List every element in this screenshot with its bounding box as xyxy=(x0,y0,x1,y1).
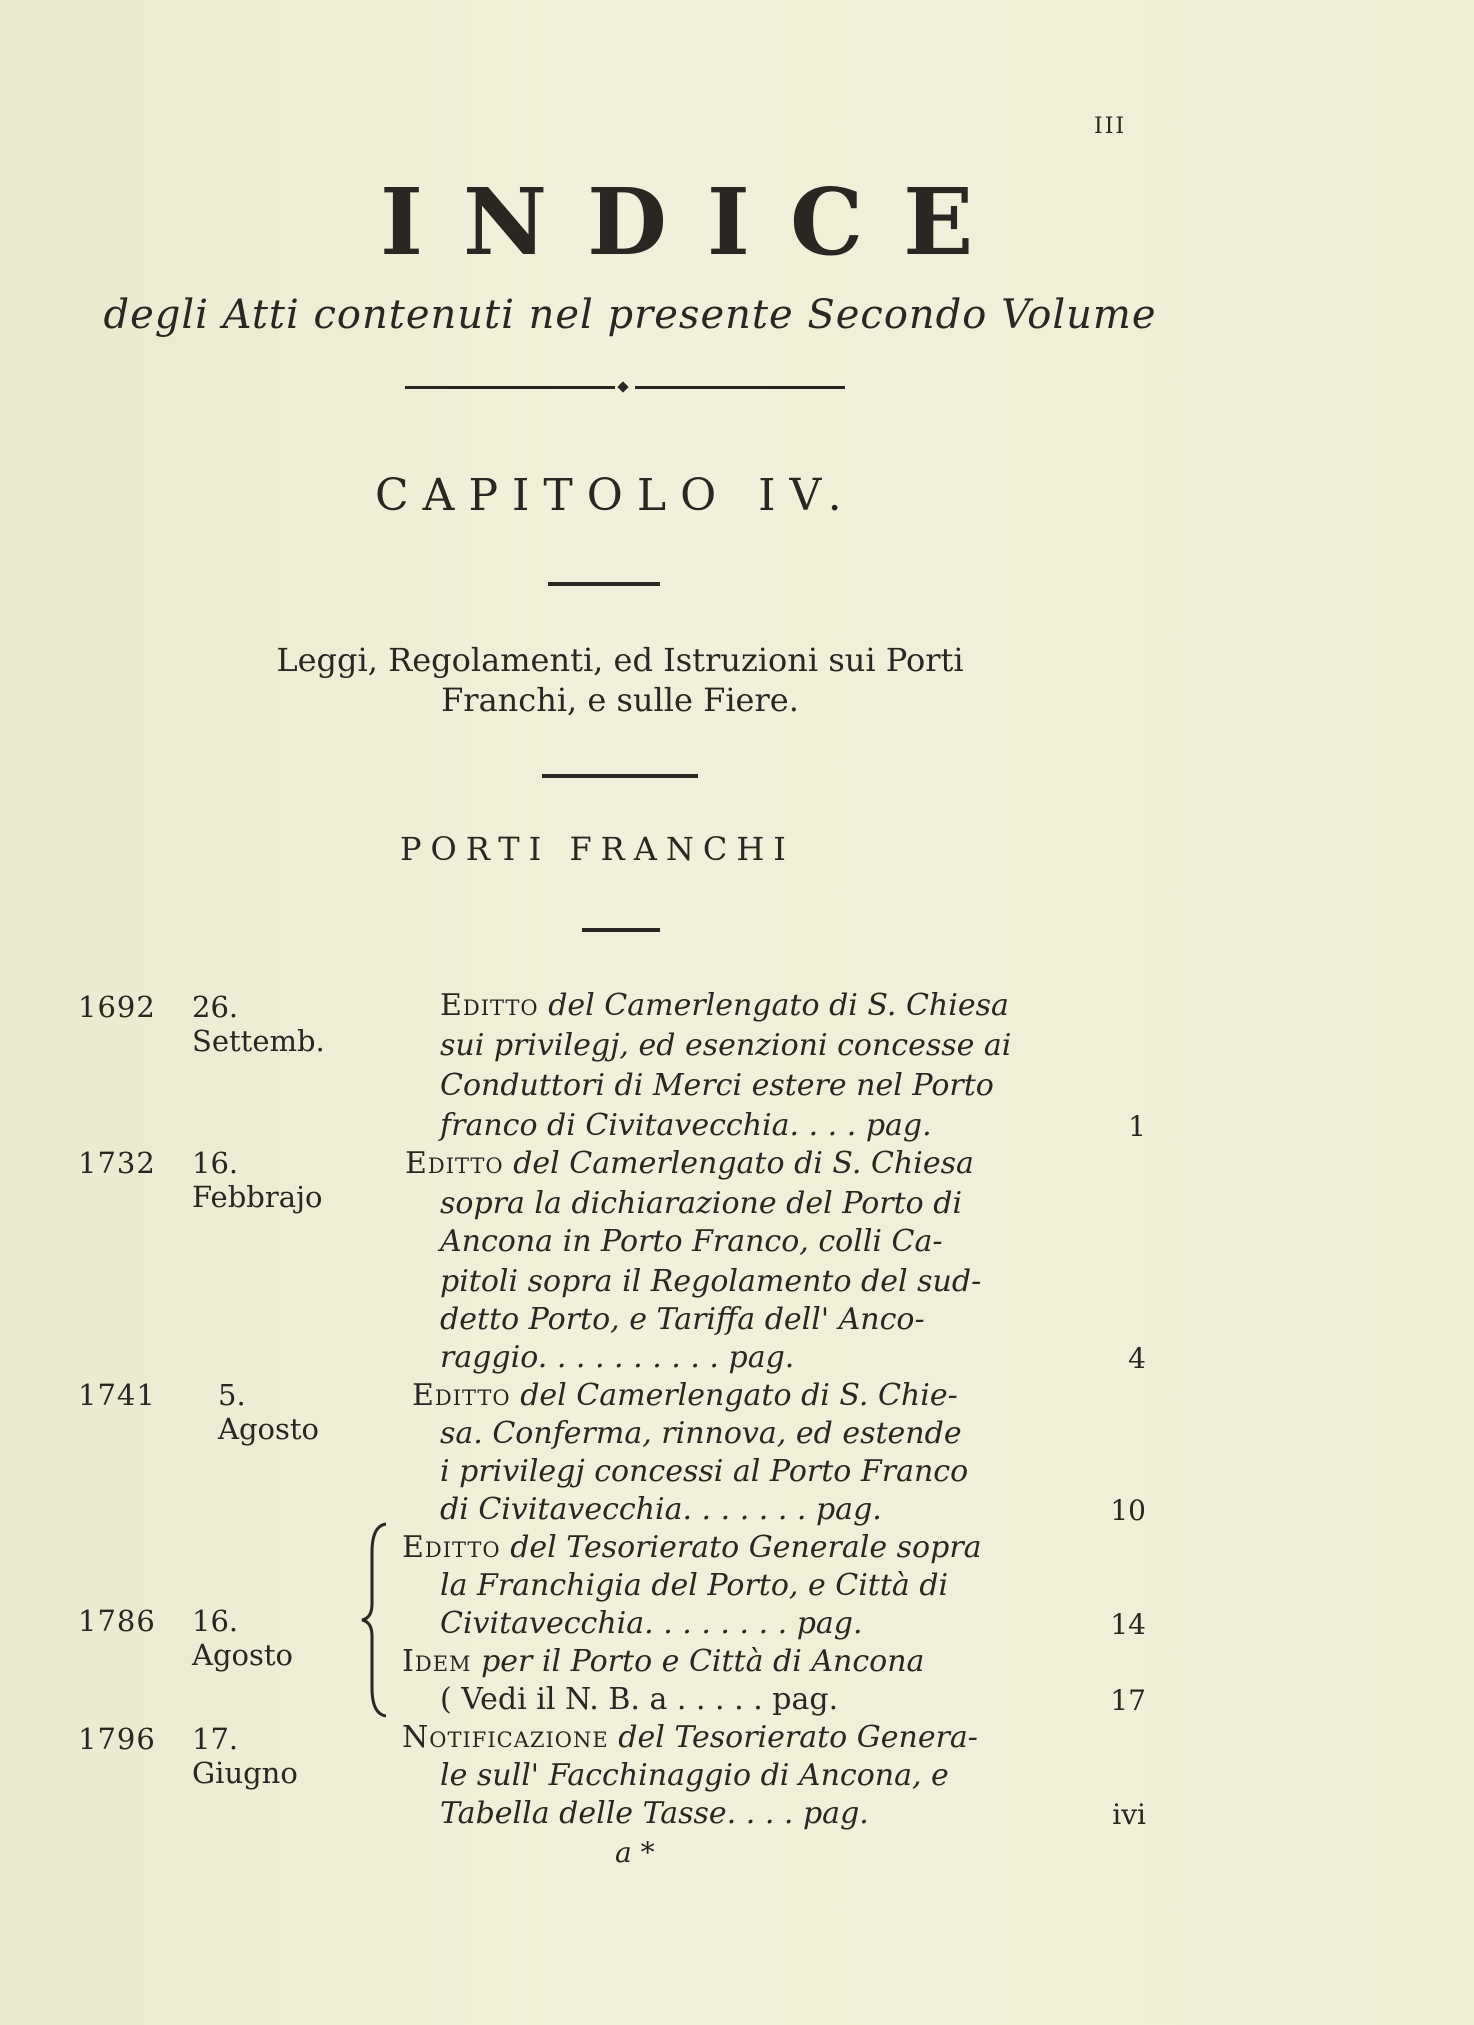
entry-text: del Camerlengato di S. Chie- xyxy=(520,1378,958,1413)
entry-page: 4 xyxy=(1128,1342,1146,1375)
entry-page: ivi xyxy=(1112,1798,1146,1831)
entry-line xyxy=(402,1530,1022,1565)
entry-line: detto Porto, e Tariffa dell' Anco- xyxy=(440,1302,925,1337)
divider-rule xyxy=(548,582,660,586)
entry-line: ( Vedi il N. B. a . . . . . pag. xyxy=(440,1682,839,1717)
signature-mark: a * xyxy=(615,1836,655,1869)
entry-type: Editto xyxy=(440,988,539,1023)
page-title: INDICE xyxy=(380,168,1014,276)
entry-page: 1 xyxy=(1128,1110,1146,1143)
entry-year: 1732 xyxy=(78,1146,156,1180)
rubric-line: Leggi, Regolamenti, ed Istruzioni sui Porti xyxy=(276,641,964,679)
divider-rule xyxy=(582,928,660,932)
entry-line: sa. Conferma, rinnova, ed estende xyxy=(440,1416,962,1451)
entry-type: Editto xyxy=(405,1146,504,1181)
entry-page: 14 xyxy=(1110,1608,1146,1641)
page-subtitle: degli Atti contenuti nel presente Secondo Volume xyxy=(103,292,1157,338)
entry-page: 17 xyxy=(1110,1684,1146,1717)
entry-line: le sull' Facchinaggio di Ancona, e xyxy=(440,1758,949,1793)
entry-year: 1692 xyxy=(78,990,156,1024)
entry-line: franco di Civitavecchia. . . . pag. xyxy=(440,1108,932,1143)
section-heading: PORTI FRANCHI xyxy=(400,830,795,868)
entry-line xyxy=(402,1644,1022,1679)
entry-line: la Franchigia del Porto, e Città di xyxy=(440,1568,949,1603)
entry-line xyxy=(440,988,1060,1023)
chapter-rubric xyxy=(180,640,1060,720)
ornamental-rule xyxy=(405,385,845,389)
entry-line: Conduttori di Merci estere nel Porto xyxy=(440,1068,994,1103)
entry-date: 16. Febbrajo xyxy=(192,1146,323,1214)
curly-brace xyxy=(360,1522,390,1718)
entry-page: 10 xyxy=(1110,1494,1146,1527)
entry-date: 17. Giugno xyxy=(192,1722,298,1790)
entry-text: del Tesorierato Genera- xyxy=(618,1720,978,1755)
entry-line: sui privilegj, ed esenzioni concesse ai xyxy=(440,1028,1012,1063)
entry-text: del Tesorierato Generale sopra xyxy=(510,1530,982,1565)
entry-date: 16. Agosto xyxy=(192,1604,293,1672)
entry-year: 1786 xyxy=(78,1604,156,1638)
entry-line: i privilegj concessi al Porto Franco xyxy=(440,1454,969,1489)
entry-line: Ancona in Porto Franco, colli Ca- xyxy=(440,1224,943,1259)
rubric-line: Franchi, e sulle Fiere. xyxy=(441,681,799,719)
entry-type: Idem xyxy=(402,1644,472,1679)
entry-text: del Camerlengato di S. Chiesa xyxy=(548,988,1009,1023)
entry-line: Tabella delle Tasse. . . . pag. xyxy=(440,1796,869,1831)
entry-date: 26. Settemb. xyxy=(192,990,325,1058)
entry-year: 1741 xyxy=(78,1378,156,1412)
entry-line: di Civitavecchia. . . . . . . pag. xyxy=(440,1492,882,1527)
entry-type: Notificazione xyxy=(402,1720,609,1755)
entry-line: raggio. . . . . . . . . . pag. xyxy=(440,1340,795,1375)
entry-date: 5. Agosto xyxy=(218,1378,319,1446)
chapter-heading: CAPITOLO IV. xyxy=(375,470,856,521)
entry-line: sopra la dichiarazione del Porto di xyxy=(440,1186,963,1221)
entry-type: Editto xyxy=(412,1378,511,1413)
entry-text: del Camerlengato di S. Chiesa xyxy=(513,1146,974,1181)
entry-year: 1796 xyxy=(78,1722,156,1756)
entry-line: Civitavecchia. . . . . . . . pag. xyxy=(440,1606,863,1641)
entry-line xyxy=(405,1146,1025,1181)
entry-line xyxy=(402,1720,1022,1755)
entry-line: pitoli sopra il Regolamento del sud- xyxy=(440,1264,982,1299)
entry-type: Editto xyxy=(402,1530,501,1565)
page-number: III xyxy=(1094,114,1127,139)
entry-line xyxy=(412,1378,1032,1413)
divider-rule xyxy=(542,774,698,778)
entry-text: per il Porto e Città di Ancona xyxy=(481,1644,925,1679)
